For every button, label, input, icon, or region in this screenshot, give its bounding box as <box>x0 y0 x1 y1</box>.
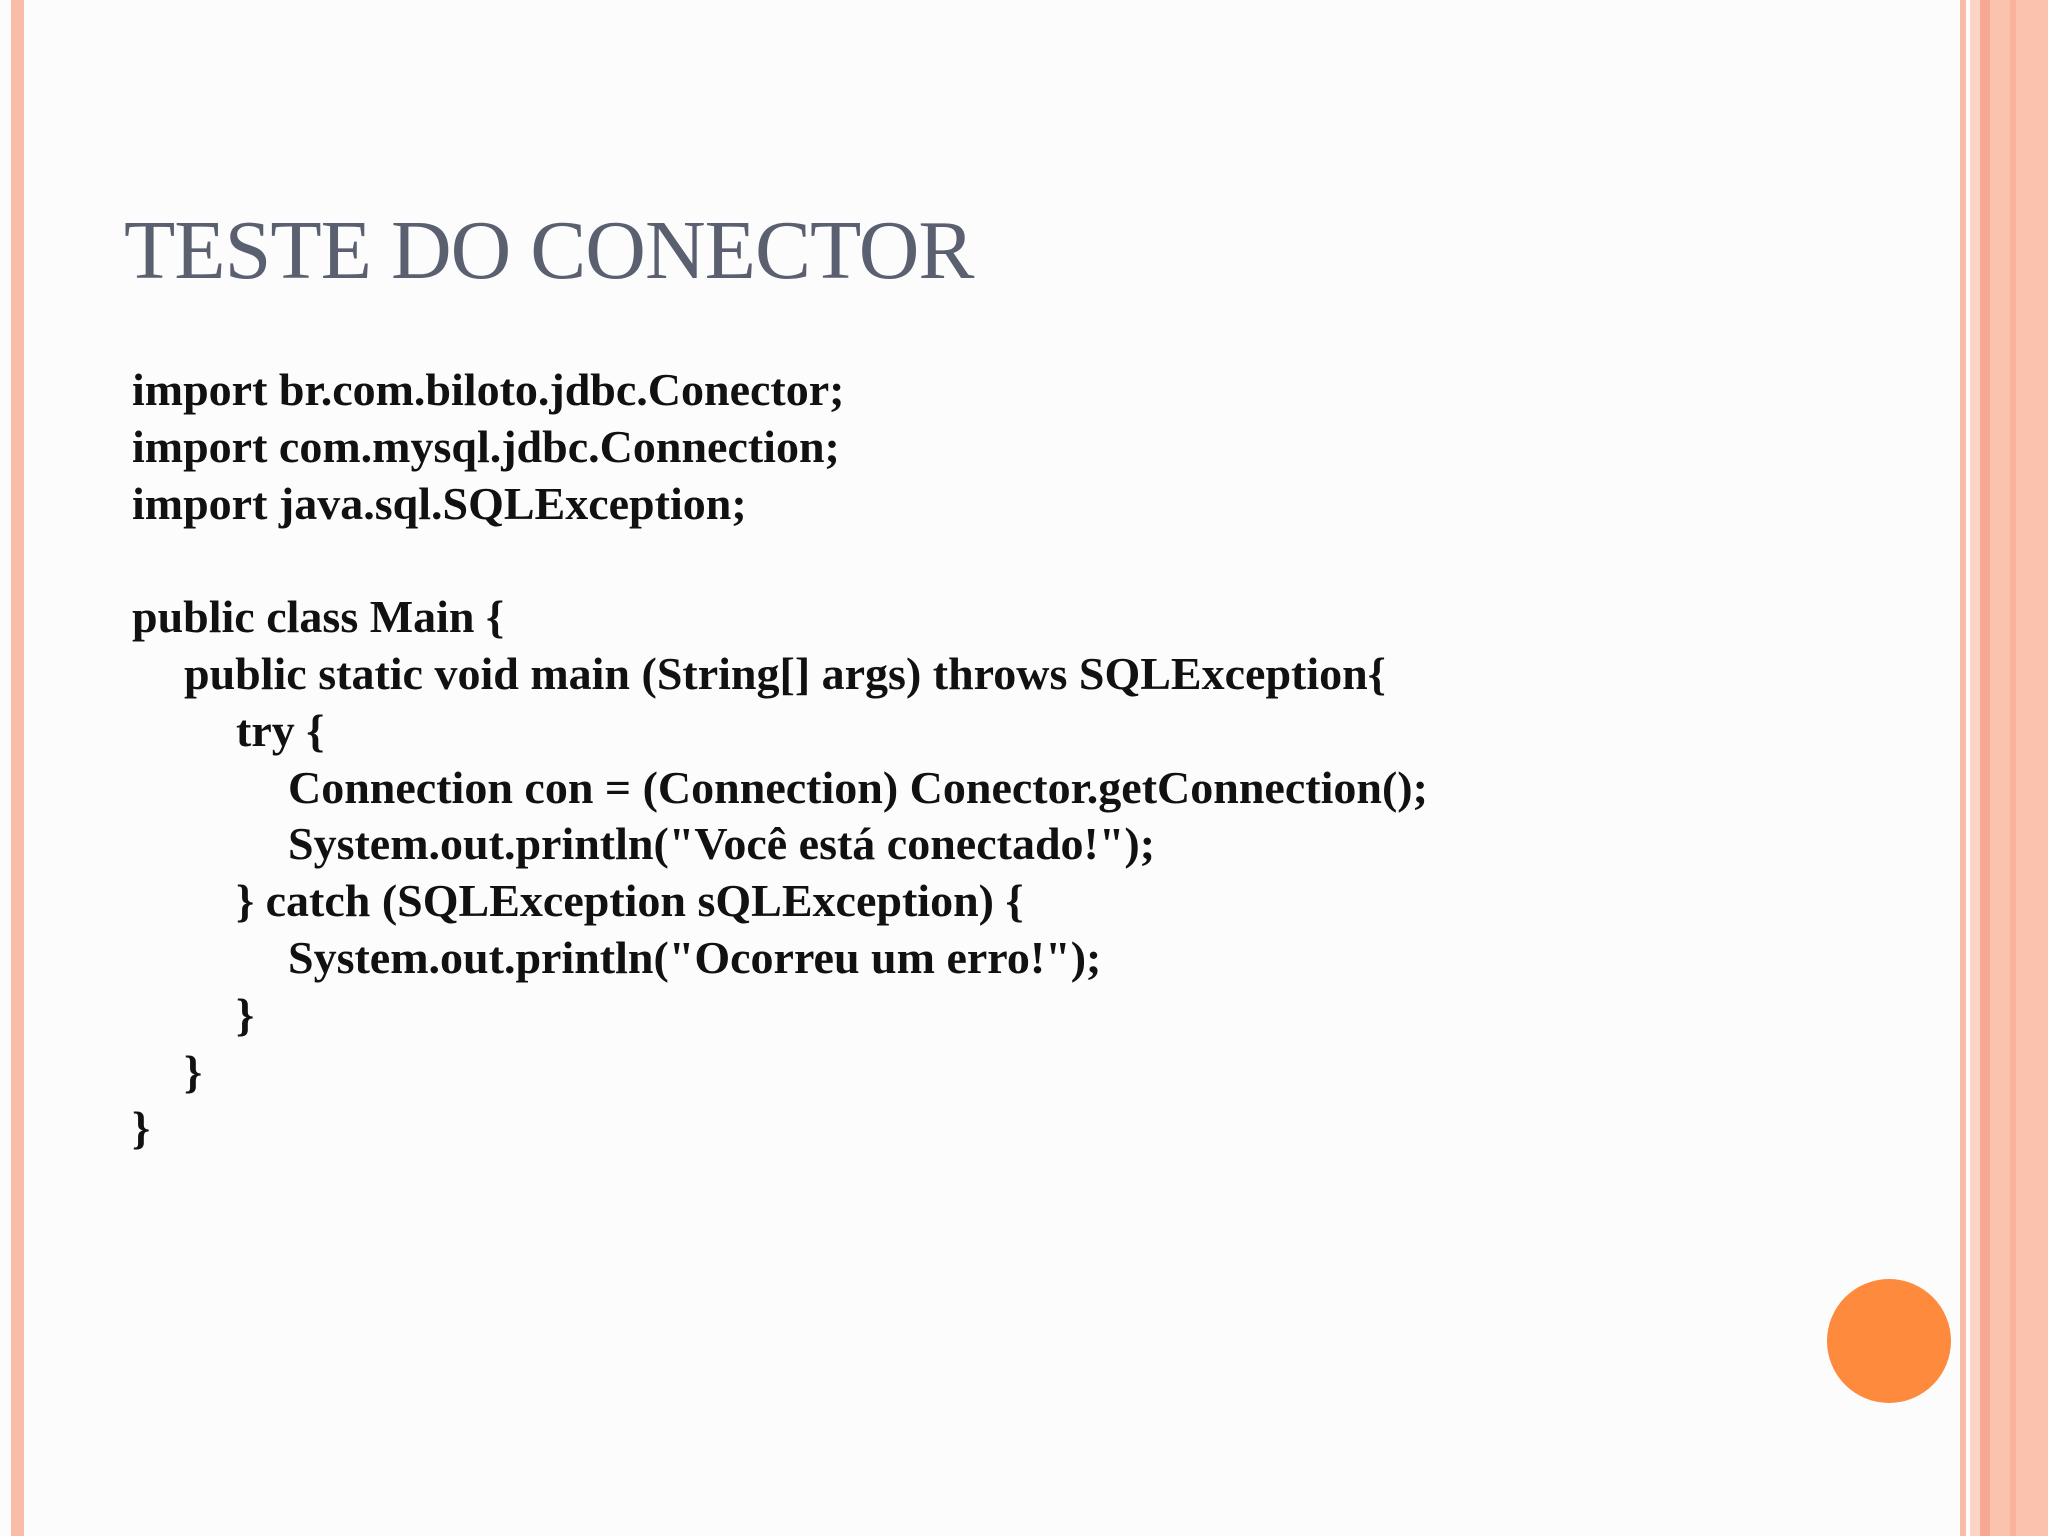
frame-stripe-right-5 <box>2010 0 2016 1536</box>
slide-title: TESTE DO CONECTOR <box>124 204 974 297</box>
frame-stripe-right-2 <box>1970 0 1980 1536</box>
code-line-blank <box>132 532 1428 589</box>
code-line: try { <box>236 704 325 756</box>
code-block <box>132 362 1428 1157</box>
code-line: import com.mysql.jdbc.Connection; <box>132 420 840 472</box>
code-line: System.out.println("Ocorreu um erro!"); <box>288 931 1102 983</box>
frame-stripe-left <box>11 0 24 1536</box>
code-line: import br.com.biloto.jdbc.Conector; <box>132 364 845 415</box>
code-line: public class Main { <box>132 591 505 643</box>
code-line: } <box>236 988 255 1040</box>
code-line: public static void main (String[] args) throws SQLException{ <box>184 647 1386 699</box>
accent-dot <box>1827 1279 1951 1403</box>
code-line: } <box>132 1102 151 1154</box>
code-line: } catch (SQLException sQLException) { <box>236 875 1024 927</box>
code-line: Connection con = (Connection) Conector.getConnection(); <box>288 761 1428 813</box>
code-line: } <box>184 1045 203 1097</box>
code-line: System.out.println("Você está conectado!"); <box>288 818 1156 870</box>
code-line: import java.sql.SQLException; <box>132 477 747 529</box>
frame-stripe-right-3 <box>1980 0 1990 1536</box>
frame-stripe-right-1 <box>1960 0 1966 1536</box>
frame-stripe-right-4 <box>1990 0 2048 1536</box>
